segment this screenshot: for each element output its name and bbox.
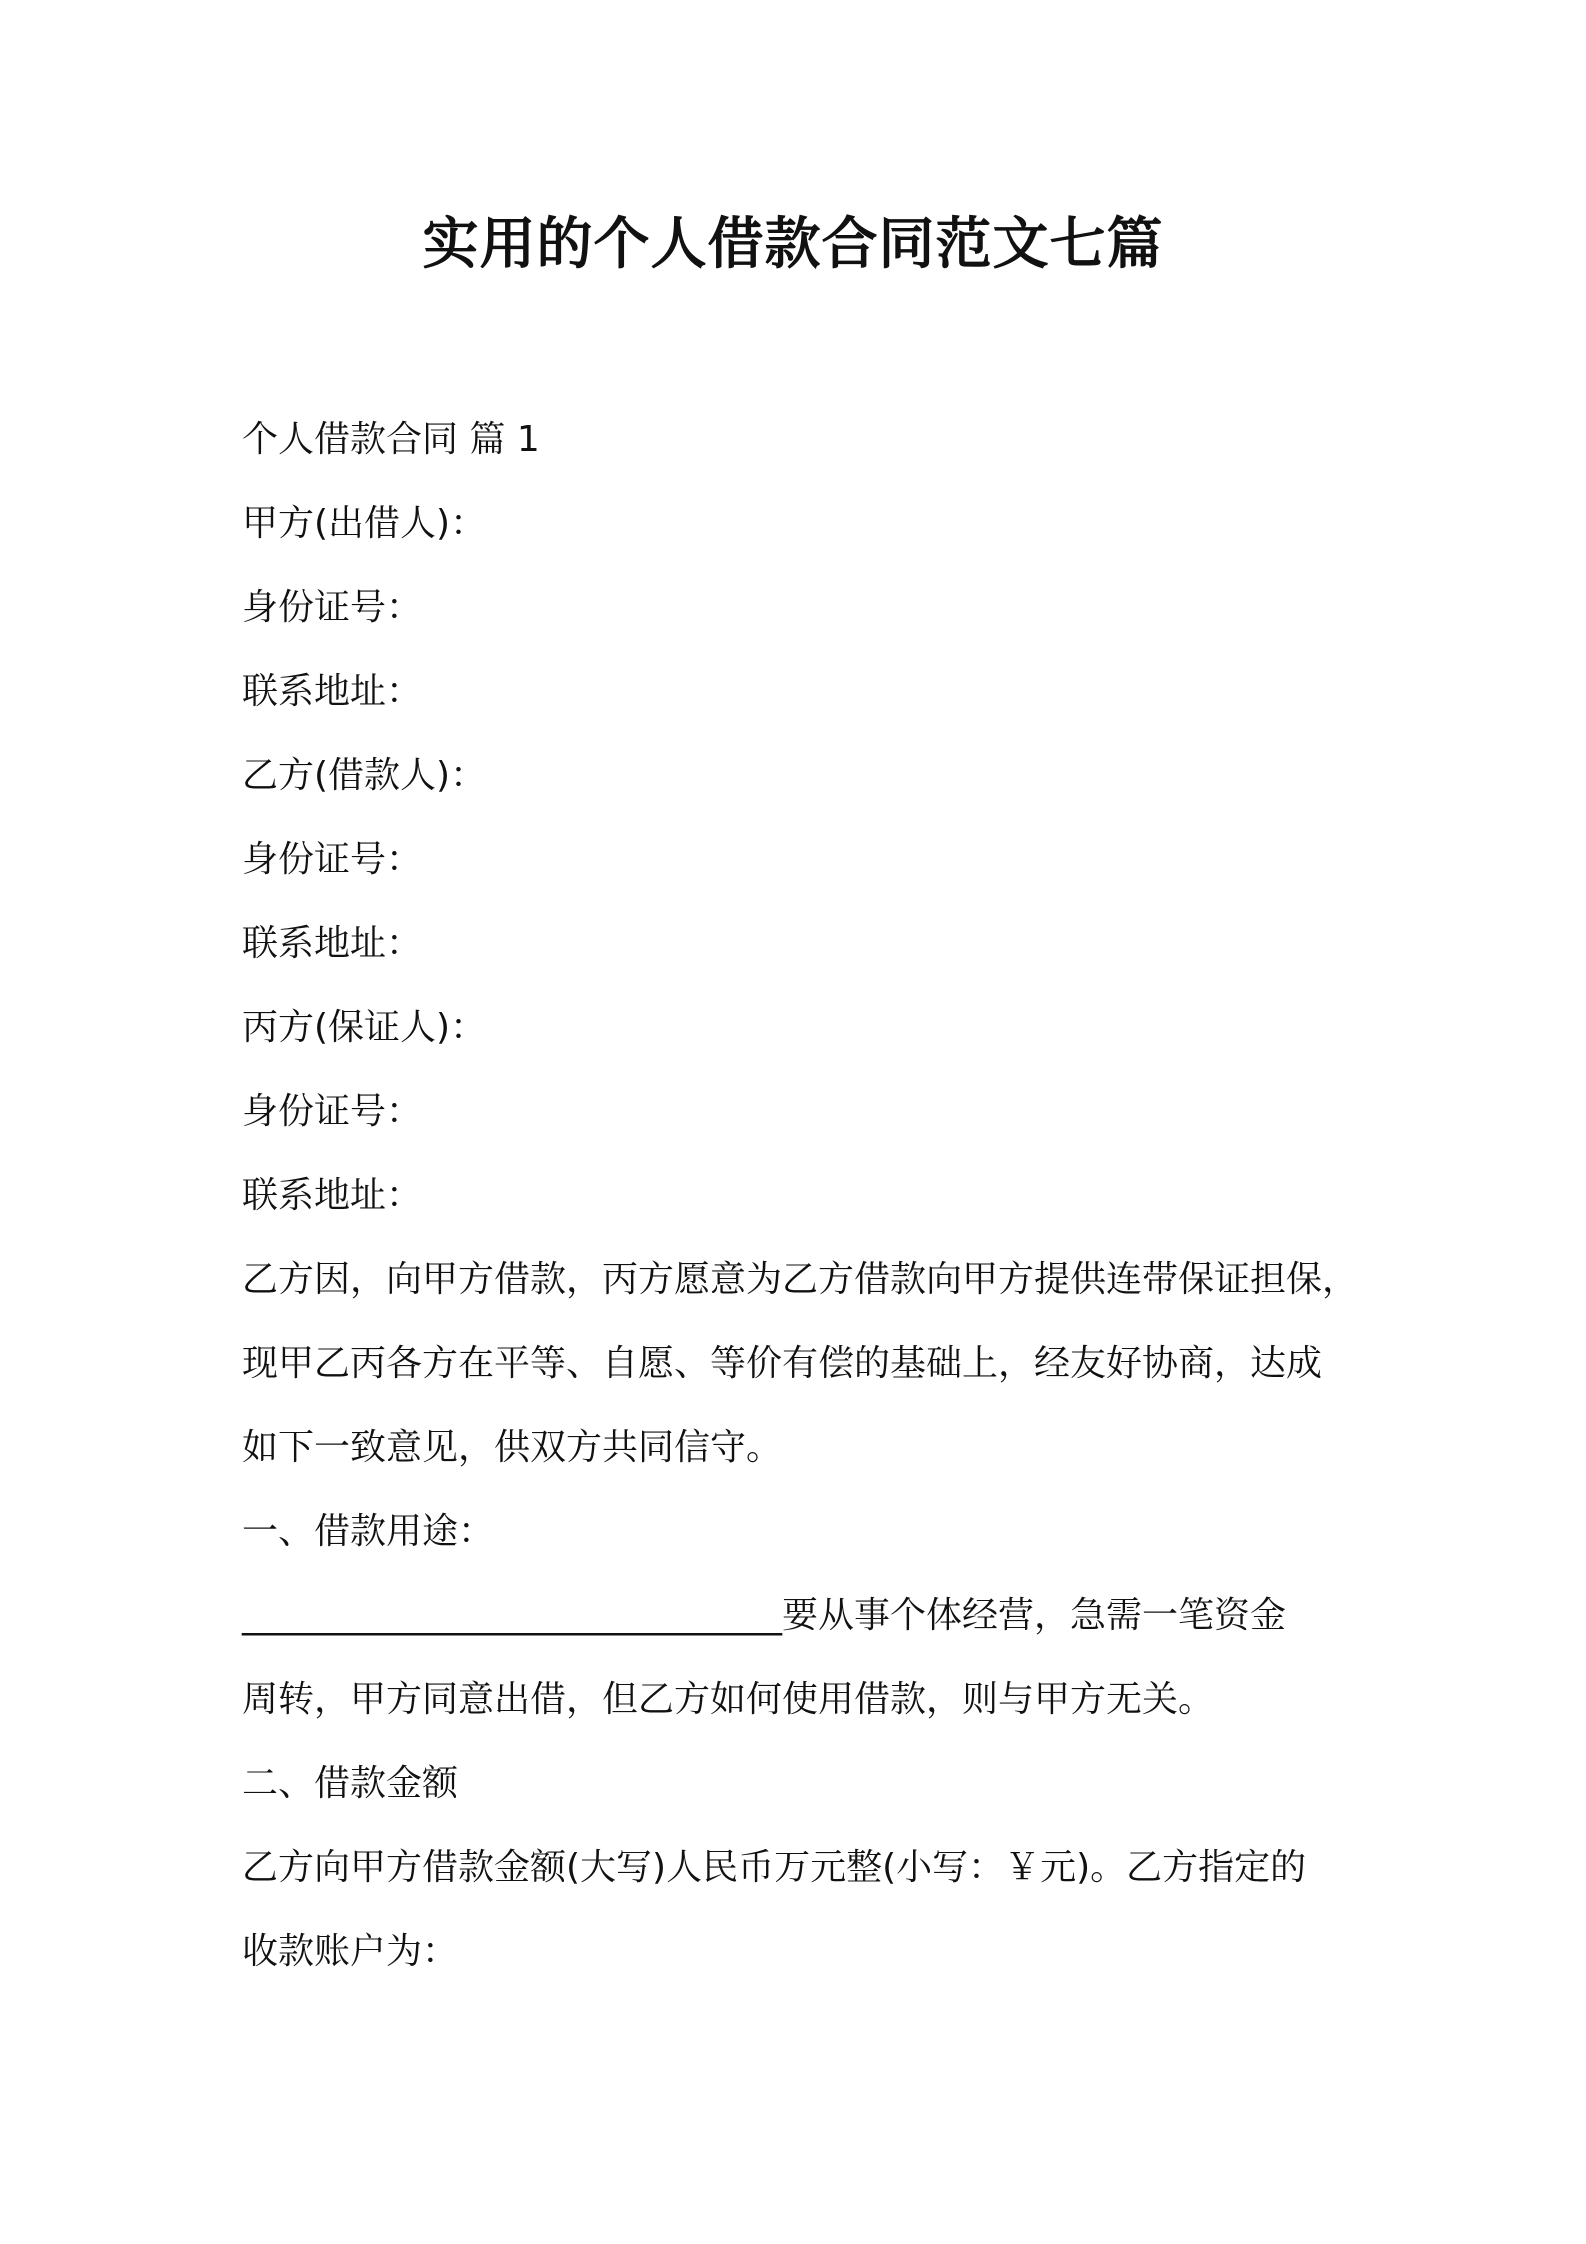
party-a-label: 甲方(出借人)： xyxy=(242,503,487,544)
party-a-address-label: 联系地址： xyxy=(242,671,423,712)
document-title: 实用的个人借款合同范文七篇 xyxy=(422,212,1164,277)
amount-line: 收款账户为： xyxy=(242,1931,459,1972)
party-b-id-label: 身份证号： xyxy=(242,839,423,880)
party-c-id-label: 身份证号： xyxy=(242,1091,423,1132)
preamble-line: 如下一致意见，供双方共同信守。 xyxy=(242,1427,783,1468)
party-c-label: 丙方(保证人)： xyxy=(242,1007,487,1048)
party-b-address-label: 联系地址： xyxy=(242,923,423,964)
amount-line: 乙方向甲方借款金额(大写)人民币万元整(小写：￥元)。乙方指定的 xyxy=(242,1847,1307,1888)
clause-heading-amount: 二、借款金额 xyxy=(242,1763,459,1804)
purpose-line: 周转，甲方同意出借，但乙方如何使用借款，则与甲方无关。 xyxy=(242,1679,1215,1720)
party-c-address-label: 联系地址： xyxy=(242,1175,423,1216)
party-b-label: 乙方(借款人)： xyxy=(242,755,487,796)
preamble-line: 现甲乙丙各方在平等、自愿、等价有偿的基础上，经友好协商，达成 xyxy=(242,1343,1323,1384)
purpose-line: ______________________________要从事个体经营，急需一笔资金 xyxy=(242,1595,1287,1636)
document-body xyxy=(242,398,1359,1994)
preamble-line: 乙方因，向甲方借款，丙方愿意为乙方借款向甲方提供连带保证担保， xyxy=(242,1259,1359,1300)
section-heading: 个人借款合同 篇 1 xyxy=(242,419,540,460)
clause-heading-purpose: 一、借款用途： xyxy=(242,1511,495,1552)
party-a-id-label: 身份证号： xyxy=(242,587,423,628)
